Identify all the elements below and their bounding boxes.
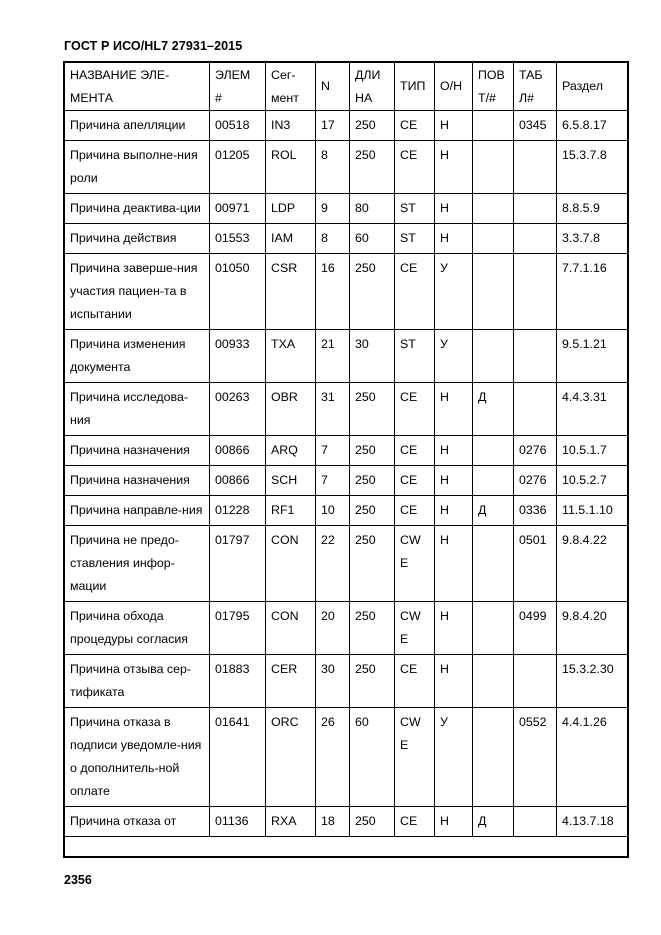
cell-type: CE	[395, 111, 435, 141]
cell-optionality: У	[435, 330, 473, 383]
cell-table-number: 0276	[514, 466, 557, 496]
cell-section: 15.3.7.8	[557, 141, 629, 194]
table-row	[65, 141, 629, 194]
cell-element-name: Причина направле-ния	[65, 496, 210, 526]
cell-repetition	[473, 194, 514, 224]
cell-table-number	[514, 224, 557, 254]
cell-repetition: Д	[473, 383, 514, 436]
cell-table-number: 0336	[514, 496, 557, 526]
cell-table-number	[514, 330, 557, 383]
cell-repetition	[473, 602, 514, 655]
page-number: 2356	[64, 873, 92, 887]
cell-type: CW E	[395, 602, 435, 655]
cell-element-number: 00933	[210, 330, 266, 383]
cell-optionality: Н	[435, 194, 473, 224]
cell-element-number: 00971	[210, 194, 266, 224]
header-repetition: ПОВ Т/#	[473, 63, 514, 111]
cell-length: 60	[350, 224, 395, 254]
cell-element-name: Причина выполне-ния роли	[65, 141, 210, 194]
cell-segment: RF1	[266, 496, 316, 526]
cell-section: 9.8.4.20	[557, 602, 629, 655]
cell-segment: OBR	[266, 383, 316, 436]
cell-length: 250	[350, 436, 395, 466]
cell-repetition: Д	[473, 496, 514, 526]
cell-element-name: Причина деактива-ции	[65, 194, 210, 224]
table-row	[65, 224, 629, 254]
cell-element-number: 01136	[210, 807, 266, 837]
header-type: ТИП	[395, 63, 435, 111]
cell-length: 250	[350, 526, 395, 602]
cell-n: 10	[316, 496, 350, 526]
cell-table-number	[514, 655, 557, 708]
cell-type: CE	[395, 655, 435, 708]
cell-length: 250	[350, 496, 395, 526]
cell-section: 10.5.1.7	[557, 436, 629, 466]
cell-element-name: Причина заверше-ния участия пациен-та в испытании	[65, 254, 210, 330]
cell-table-number: 0499	[514, 602, 557, 655]
table-row	[65, 466, 629, 496]
cell-table-number	[514, 194, 557, 224]
cell-segment: CON	[266, 526, 316, 602]
cell-segment: CSR	[266, 254, 316, 330]
table-row	[65, 496, 629, 526]
table-row	[65, 330, 629, 383]
cell-repetition	[473, 436, 514, 466]
cell-segment: ARQ	[266, 436, 316, 466]
cell-length: 250	[350, 111, 395, 141]
cell-section: 4.4.3.31	[557, 383, 629, 436]
cell-type: ST	[395, 224, 435, 254]
cell-type: CE	[395, 436, 435, 466]
cell-element-name: Причина исследова-ния	[65, 383, 210, 436]
table-row	[65, 807, 629, 837]
cell-repetition	[473, 141, 514, 194]
cell-optionality: Н	[435, 383, 473, 436]
cell-repetition	[473, 655, 514, 708]
cell-n: 20	[316, 602, 350, 655]
cell-table-number: 0276	[514, 436, 557, 466]
cell-type: CE	[395, 383, 435, 436]
cell-optionality: Н	[435, 224, 473, 254]
cell-repetition	[473, 111, 514, 141]
cell-repetition	[473, 224, 514, 254]
cell-optionality: Н	[435, 496, 473, 526]
cell-section: 15.3.2.30	[557, 655, 629, 708]
cell-element-number: 01883	[210, 655, 266, 708]
cell-length: 250	[350, 254, 395, 330]
header-segment: Сег-мент	[266, 63, 316, 111]
cell-n: 22	[316, 526, 350, 602]
cell-n: 21	[316, 330, 350, 383]
cell-element-number: 01205	[210, 141, 266, 194]
cell-element-name: Причина отказа в подписи уведомле-ния о дополнитель-ной оплате	[65, 708, 210, 807]
cell-section: 4.13.7.18	[557, 807, 629, 837]
cell-optionality: Н	[435, 526, 473, 602]
header-optionality: О/Н	[435, 63, 473, 111]
cell-element-name: Причина назначения	[65, 436, 210, 466]
cell-type: ST	[395, 194, 435, 224]
cell-n: 9	[316, 194, 350, 224]
header-element-name: НАЗВАНИЕ ЭЛЕ-МЕНТА	[65, 63, 210, 111]
cell-section: 4.4.1.26	[557, 708, 629, 807]
data-elements-table	[64, 62, 629, 837]
cell-type: ST	[395, 330, 435, 383]
cell-n: 26	[316, 708, 350, 807]
cell-repetition	[473, 526, 514, 602]
table-row	[65, 436, 629, 466]
cell-type: CW E	[395, 708, 435, 807]
cell-type: CE	[395, 496, 435, 526]
cell-length: 250	[350, 807, 395, 837]
cell-section: 7.7.1.16	[557, 254, 629, 330]
cell-section: 3.3.7.8	[557, 224, 629, 254]
cell-n: 8	[316, 224, 350, 254]
cell-segment: RXA	[266, 807, 316, 837]
cell-element-number: 01641	[210, 708, 266, 807]
table-row	[65, 194, 629, 224]
cell-type: CE	[395, 466, 435, 496]
cell-element-name: Причина отзыва сер-тификата	[65, 655, 210, 708]
cell-n: 18	[316, 807, 350, 837]
cell-n: 17	[316, 111, 350, 141]
document-title: ГОСТ Р ИСО/HL7 27931–2015	[64, 39, 243, 53]
cell-segment: CER	[266, 655, 316, 708]
cell-element-number: 00518	[210, 111, 266, 141]
cell-element-number: 01795	[210, 602, 266, 655]
cell-element-number: 01797	[210, 526, 266, 602]
cell-element-number: 01553	[210, 224, 266, 254]
cell-segment: TXA	[266, 330, 316, 383]
table-header-row	[65, 63, 629, 111]
cell-optionality: Н	[435, 466, 473, 496]
cell-repetition	[473, 466, 514, 496]
table-row	[65, 655, 629, 708]
cell-length: 250	[350, 383, 395, 436]
cell-length: 30	[350, 330, 395, 383]
cell-section: 9.5.1.21	[557, 330, 629, 383]
cell-element-name: Причина апелляции	[65, 111, 210, 141]
table-row	[65, 526, 629, 602]
cell-length: 250	[350, 466, 395, 496]
table-row	[65, 383, 629, 436]
cell-table-number	[514, 141, 557, 194]
header-table-number: ТАБ Л#	[514, 63, 557, 111]
cell-segment: IAM	[266, 224, 316, 254]
cell-optionality: Н	[435, 141, 473, 194]
cell-table-number	[514, 254, 557, 330]
table-row	[65, 708, 629, 807]
header-element-number: ЭЛЕМ #	[210, 63, 266, 111]
table-row	[65, 254, 629, 330]
cell-optionality: Н	[435, 111, 473, 141]
cell-type: CE	[395, 807, 435, 837]
table-row	[65, 111, 629, 141]
cell-optionality: Н	[435, 602, 473, 655]
cell-element-name: Причина не предо-ставления инфор-мации	[65, 526, 210, 602]
cell-optionality: Н	[435, 655, 473, 708]
cell-segment: IN3	[266, 111, 316, 141]
cell-n: 16	[316, 254, 350, 330]
cell-length: 80	[350, 194, 395, 224]
cell-segment: SCH	[266, 466, 316, 496]
cell-element-name: Причина изменения документа	[65, 330, 210, 383]
cell-table-number	[514, 807, 557, 837]
cell-type: CE	[395, 254, 435, 330]
table-row	[65, 602, 629, 655]
cell-repetition: Д	[473, 807, 514, 837]
cell-element-name: Причина назначения	[65, 466, 210, 496]
cell-length: 250	[350, 141, 395, 194]
cell-element-number: 00263	[210, 383, 266, 436]
header-section: Раздел	[557, 63, 629, 111]
cell-element-number: 01228	[210, 496, 266, 526]
cell-n: 7	[316, 466, 350, 496]
cell-element-number: 01050	[210, 254, 266, 330]
cell-repetition	[473, 330, 514, 383]
cell-table-number: 0501	[514, 526, 557, 602]
cell-repetition	[473, 254, 514, 330]
cell-type: CE	[395, 141, 435, 194]
cell-type: CW E	[395, 526, 435, 602]
cell-table-number	[514, 383, 557, 436]
cell-element-number: 00866	[210, 436, 266, 466]
cell-length: 250	[350, 602, 395, 655]
cell-table-number: 0345	[514, 111, 557, 141]
cell-segment: CON	[266, 602, 316, 655]
cell-n: 8	[316, 141, 350, 194]
header-length: ДЛИ НА	[350, 63, 395, 111]
cell-segment: ORC	[266, 708, 316, 807]
cell-element-name: Причина обхода процедуры согласия	[65, 602, 210, 655]
header-n: N	[316, 63, 350, 111]
cell-optionality: Н	[435, 436, 473, 466]
cell-section: 10.5.2.7	[557, 466, 629, 496]
cell-section: 6.5.8.17	[557, 111, 629, 141]
cell-section: 9.8.4.22	[557, 526, 629, 602]
cell-n: 31	[316, 383, 350, 436]
cell-length: 250	[350, 655, 395, 708]
cell-optionality: Н	[435, 807, 473, 837]
cell-n: 30	[316, 655, 350, 708]
cell-section: 11.5.1.10	[557, 496, 629, 526]
cell-element-number: 00866	[210, 466, 266, 496]
cell-segment: ROL	[266, 141, 316, 194]
cell-element-name: Причина действия	[65, 224, 210, 254]
cell-n: 7	[316, 436, 350, 466]
table-body	[65, 111, 629, 837]
cell-repetition	[473, 708, 514, 807]
cell-optionality: У	[435, 708, 473, 807]
cell-section: 8.8.5.9	[557, 194, 629, 224]
cell-element-name: Причина отказа от	[65, 807, 210, 837]
cell-table-number: 0552	[514, 708, 557, 807]
cell-optionality: У	[435, 254, 473, 330]
cell-segment: LDP	[266, 194, 316, 224]
cell-length: 60	[350, 708, 395, 807]
